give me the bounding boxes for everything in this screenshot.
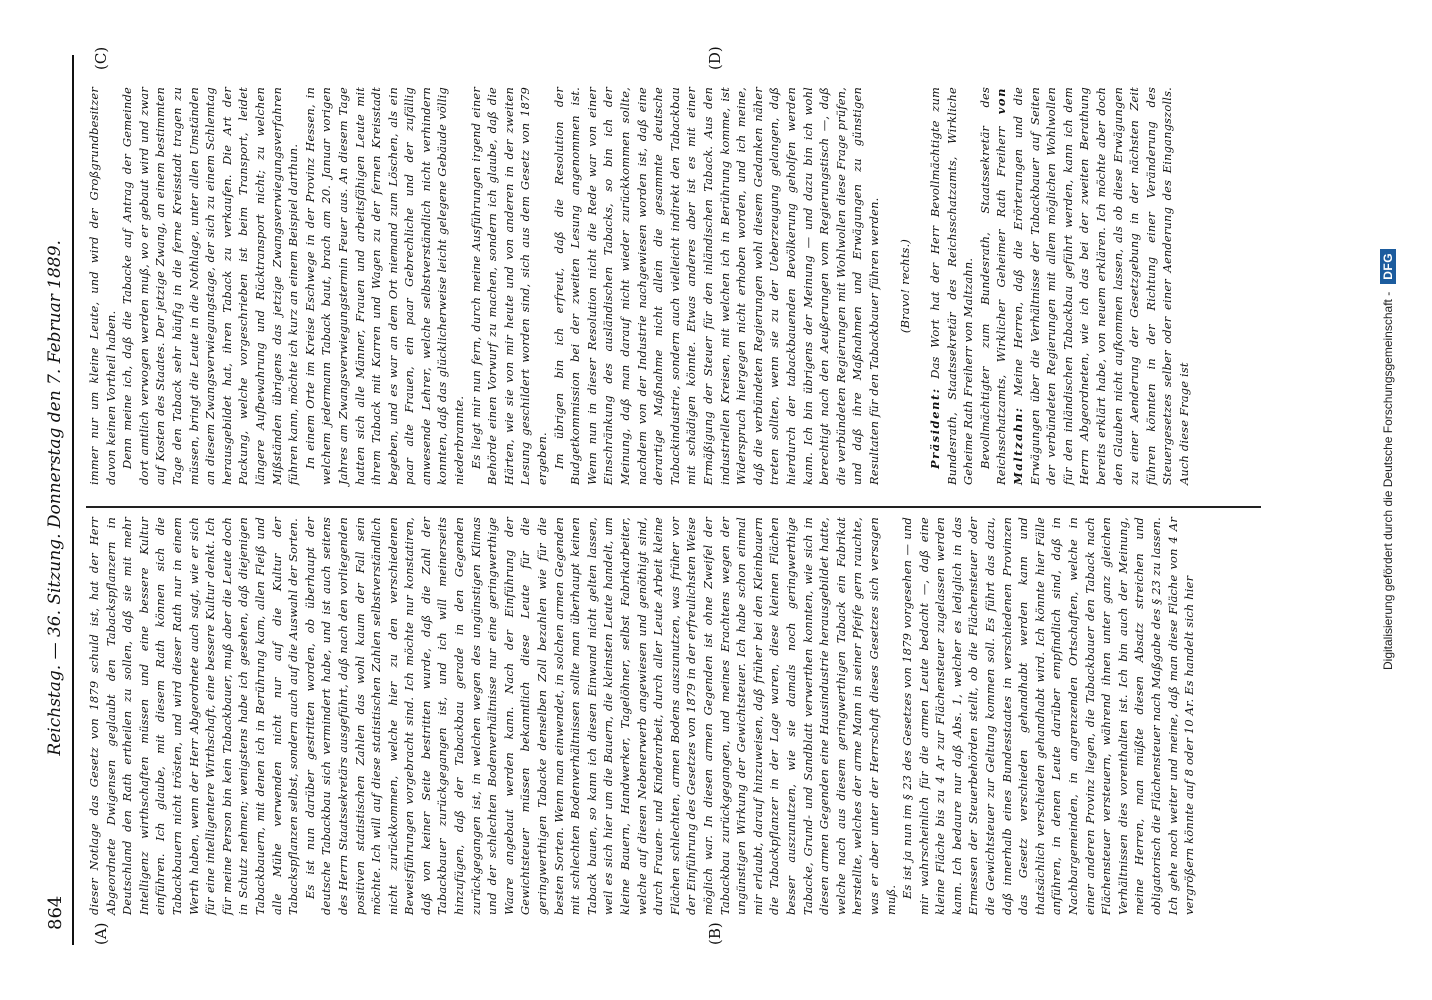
speaker-name: Präsident:: [928, 387, 943, 469]
page-header: [40, 70, 70, 930]
column-divider: [86, 506, 1261, 508]
margin-mark-c: (C): [92, 46, 110, 70]
margin-mark-d: (D): [706, 46, 724, 70]
session-title: Reichstag. — 36. Sitzung. Donnerstag den 7. Februar 1889.: [45, 240, 65, 756]
right-column: [86, 87, 1193, 485]
speech-text: Das Wort hat der Herr Bevollmächtigte zum Bundesrath, Staatssekretär des Reichsschatzamts, Wirkliche Geheime Rath Freiherr von Maltzahn.: [928, 87, 976, 485]
paragraph: immer nur um kleine Leute, und wird der Großgrundbesitzer davon keinen Vortheil haben.: [87, 87, 118, 485]
digitization-note: [1380, 249, 1396, 670]
paragraph: dieser Notlage das Gesetz von 1879 schuld ist, hat der Herr Abgeordnete Dwigensen geglaubt den Tabackspflanzern in Deutschland den Rath ertheilen zu sollen, daß sie mit mehr Intelligenz wirthschaften müssen und eine bessere Kultur einführen. Ich glaube, mit diesem Rath können sich die Tabackbauern nicht trösten, und wird dieser Rath nur in einem Werth haben, wenn der Herr Abgeordnete auch sagt, wie er sich für eine intelligentere Wirthschaft, eine bessere Kultur denkt. Ich für meine Person bin kein Tabackbauer, muß aber die Leute doch in Schutz nehmen; wenigstens habe ich gesehen, daß diejenigen Tabackbauern, mit denen ich in Berührung kam, allen Fleiß und alle Mühe verwenden nicht nur auf die Kultur der Tabackspflanzen selbst, sondern auch auf die Auswahl der Sorten.: [87, 517, 301, 915]
paragraph: Es ist ja nun im § 23 des Gesetzes von 1879 vorgesehen — und mir wahrscheinlich für die armen Leute bedacht —, daß eine kleine Fläche bis zu 4 Ar zur Flächensteuer zugelassen werden kann. Ich bedaure nur daß Abs. 1, welcher es lediglich in das Ermessen der Steuerbehörden stellt, ob die Flächensteuer oder die Gewichtsteuer zur Geltung kommen soll. Es führt das dazu, daß innerhalb eines Bundesstaates in verschiedenen Provinzen das Gesetz verschieden gehandhabt werden kann und thatsächlich verschieden gehandhabt wird. Ich könnte hier Fälle anführen, in denen Leute darüber empfindlich sind, daß in Nachbargemeinden, in angrenzenden Ortschaften, welche in einer anderen Provinz liegen, die Tabackbauer den Taback nach Flächensteuer versteuern, während ihnen unter ganz gleichen Verhältnissen dies vorenthalten ist. Ich bin auch der Meinung, meine Herren, man müßte diesen Absatz streichen und obligatorisch die Flächensteuer nach Maßgabe des § 23 zu lassen. Ich gehe noch weiter und meine, daß man diese Fläche von 4 Ar vergrößern könnte auf 8 oder 10 Ar. Es handelt sich hier: [900, 517, 1197, 915]
president-paragraph: [927, 87, 977, 485]
digitization-text: Digitalisierung gefördert durch die Deutsche Forschungsgemeinschaft -: [1381, 291, 1395, 670]
speaker-title: Bevollmächtigter zum Bundesrath, Staatssekretär des Reichsschatzamts, Wirklicher Geheimer Rath Freiherr: [977, 87, 1009, 485]
speech-text: Meine Herren, daß die Erörterungen und die Erwägungen über die Verhältnisse der Tabackbauer auf Seiten der verbündeten Regierungen mit allem möglichen Wohlwollen für den inländischen Tabackbau geführt werden, kann ich dem Herrn Abgeordneten, wie ich das bei der zweiten Berathung bereits erklärt habe, von neuem erklären. Ich möchte aber doch den Glauben nicht aufkommen lassen, als ob diese Erwägungen zu einer Aenderung der Gesetzgebung in der nächsten Zeit führen könnten in der Richtung einer Veränderung des Steuergesetzes selber oder einer Aenderung des Eingangszolls. Auch diese Frage ist: [1011, 87, 1191, 485]
page-number: 864: [44, 895, 66, 930]
margin-mark-b: (B): [706, 922, 724, 945]
margin-mark-a: (A): [92, 922, 110, 945]
left-column: [86, 517, 1198, 915]
paragraph: Es liegt mir nun fern, durch meine Ausführungen irgend einer Behörde einen Vorwurf zu machen, sondern ich glaube, daß die Härten, wie sie von mir heute und von anderen in der zweiten Lesung geschildert worden sind, sich aus dem Gesetz von 1879 ergeben.: [468, 87, 550, 485]
dfg-logo: DFG: [1380, 249, 1396, 284]
minister-paragraph: [977, 87, 1193, 485]
speaker-name: von Maltzahn:: [994, 86, 1026, 485]
paragraph: In einem Orte im Kreise Eschwege in der Provinz Hessen, in welchem jedermann Taback baut, brach am 20. Januar vorigen Jahres am Zwangsverwiegungstermin Feuer aus. An diesem Tage hatten sich alle Männer, Frauen und arbeitsfähigen Leute mit ihrem Taback mit Karren und Wagen zu der fernen Kreisstadt begeben, und es war an dem Ort niemand zum Löschen, als ein paar alte Frauen, ein paar Gebrechliche und der zufällig anwesende Lehrer, welche selbstverständlich nicht verhindern konnten, daß das glücklicherweise leicht gelegene Gebäude völlig niederbrannte.: [302, 87, 467, 485]
header-rule: [72, 55, 74, 945]
paragraph: Denn meine ich, daß die Tabacke auf Antrag der Gemeinde dort amtlich verwogen werden muß, wo er gebaut wird und zwar auf Kosten des Staates. Der jetzige Zwang, an einem bestimmten Tage den Taback sehr häufig in die ferne Kreisstadt tragen zu müssen, bringt die Leute in die Nothlage, unter allen Umständen an diesem Zwangsverwiegungstage, der sich zu einem Schlemtag herausgebildet hat, ihren Taback zu verkaufen. Die Art der Packung, welche vorgeschrieben ist beim Transport, leidet längere Aufbewahrung und Rücktransport nicht; zu welchen Mißständen übrigens das jetzige Zwangsverwiegungsverfahren führen kann, möchte ich kurz an einem Beispiel darthun.: [120, 87, 301, 485]
paragraph: Im übrigen bin ich erfreut, daß die Resolution der Budgetkommission bei der zweiten Lesung angenommen ist. Wenn nun in dieser Resolution nicht die Rede war von einer Einschränkung des ausländischen Tabacks, so bin ich der Meinung, daß man darauf nicht wieder zurückkommen sollte, nachdem von der Industrie nachgewiesen worden ist, daß eine derartige Maßnahme nicht allein die gesammte deutsche Tabackindustrie, sondern auch vielleicht indirekt den Tabackbau mit schädigen könnte. Etwas anderes aber ist es mit einer Ermäßigung der Steuer für den inländischen Taback. Aus den industriellen Kreisen, mit welchen ich in Berührung komme, ist Widerspruch hiergegen nicht erhoben worden, und ich meine, daß die verbündeten Regierungen wohl diesem Gedanken näher treten sollten, wenn sie zu der Ueberzeugung gelangen, daß hierdurch der tabackbauenden Bevölkerung geholfen werden kann. Ich bin übrigens der Meinung — und dazu bin ich wohl berechtigt nach den Aeußerungen vom Regierungstisch —, daß die verbündeten Regierungen mit Wohlwollen diese Frage prüfen, und daß ihre Maßnahmen und Erwägungen zu günstigen Resultaten für den Tabackbauer führen werden.: [551, 87, 881, 485]
applause-note: (Bravo! rechts.): [897, 238, 912, 334]
paragraph: Es ist nun darüber gestritten worden, ob überhaupt der deutsche Tabackbau sich vermindert habe, und ist auch seitens des Herrn Staatssekretärs ausgeführt, daß nach den vorliegenden positiven statistischen Zahlen das wohl kaum der Fall sein möchte. Ich will auf diese statistischen Zahlen selbstverständlich nicht zurückkommen, welche hier zu den verschiedenen Beweisführungen vorgebracht sind. Ich möchte nur konstatiren, daß von keiner Seite bestritten wurde, daß die Zahl der Tabackbauer zurückgegangen ist, und ich will meinerseits hinzufügen, daß der Tabackbau gerade in den Gegenden zurückgegangen ist, in welchen wegen des ungünstigen Klimas und der schlechten Bodenverhältnisse nur eine geringwerthige Waare angebaut werden kann. Nach der Einführung der Gewichtsteuer müssen bekanntlich diese Leute für die geringwerthigen Tabacke denselben Zoll bezahlen wie für die besten Sorten. Wenn man einwendet, in solchen armen Gegenden mit schlechten Bodenverhältnissen sollte man überhaupt keinen Taback bauen, so kann ich diesen Einwand nicht gelten lassen, weil es sich hier um die Bauern, die kleinsten Leute handelt, um kleine Bauern, Handwerker, Tagelöhner, selbst Fabrikarbeiter, welche auf diesen Nebenerwerb angewiesen und genöthigt sind, durch Frauen- und Kinderarbeit, durch aller Leute Arbeit kleine Flächen schlechten, armen Bodens auszunutzen, was früher vor der Einführung des Gesetzes von 1879 in der erfreulichsten Weise möglich war. In diesen armen Gegenden ist ohne Zweifel der Tabackbau zurückgegangen, und meines Erachtens wegen der ungünstigen Wirkung der Gewichtsteuer. Ich habe schon einmal mir erlaubt, darauf hinzuweisen, daß früher bei den Kleinbauern die Tabackpflanzer in der Lage waren, diese kleinen Flächen besser auszunutzen, wie sie damals noch geringwerthige Tabacke, Grund- und Sandblatt verwerthen konnten, wie sich in diesen armen Gegenden eine Hausindustrie herausgebildet hatte, welche nach aus diesem geringwerthigen Taback ein Fabrikat herstellte, welches der arme Mann in seiner Pfeife gern rauchte, was er aber unter der Herrschaft dieses Gesetzes sich versagen muß.: [302, 517, 898, 915]
